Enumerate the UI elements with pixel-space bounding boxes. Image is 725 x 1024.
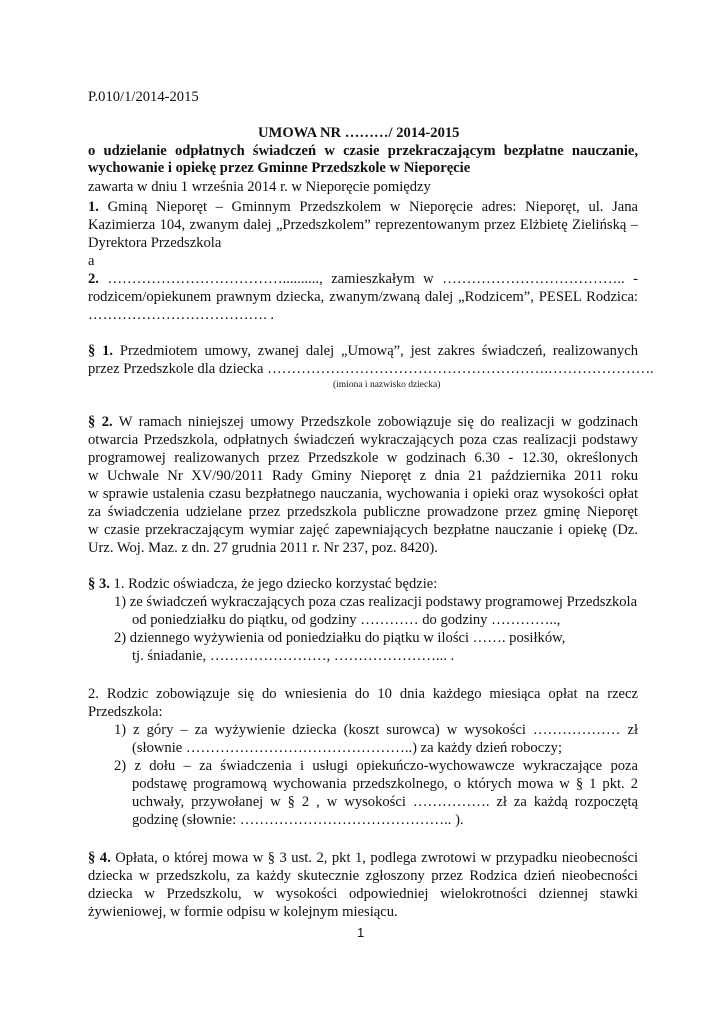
section3-line [88, 576, 437, 593]
party1-number: 1. [88, 199, 99, 215]
party1-line: Kazimierza 104, zwanym dalej „Przedszkolem” reprezentowanym przez Elżbietę Zielińską – [88, 217, 638, 233]
section3-item: 1) ze świadczeń wykraczających poza czas realizacji podstawy programowej Przedszkola [114, 594, 638, 610]
section3-p2-item: 2) z dołu – za świadczenia i usługi opiekuńczo-wychowawcze wykraczające poza [114, 758, 638, 774]
section3-p2-item: (słownie ………………………………………..) za każdy dzień roboczy; [132, 740, 563, 756]
section1-line: przez Przedszkole dla dziecka ………………………………………………….…………………. [88, 361, 654, 377]
section3-p2-item: godzinę (słownie: …………………………………….. ). [132, 812, 464, 828]
document-reference: P.010/1/2014-2015 [88, 89, 199, 105]
section4-label: § 4. [88, 850, 111, 866]
section1-text: Przedmiotem umowy, zwanej dalej „Umową”, jest zakres świadczeń, realizowanych [119, 343, 638, 359]
section3-p2-line: 2. Rodzic zobowiązuje się do wniesienia do 10 dnia każdego miesiąca opłat na rzecz [88, 686, 638, 702]
party1-line: Dyrektora Przedszkola [88, 235, 222, 251]
party2-text: ……………………………….........., zamieszkałym w ……………………………….. - [107, 271, 638, 287]
section2-text: W ramach niniejszej umowy Przedszkole zobowiązuje się do realizacji w godzinach [118, 414, 638, 430]
section4-line: żywieniowej, w formie odpisu w kolejnym miesiącu. [88, 904, 398, 920]
party2-line [88, 271, 638, 288]
section3-label: § 3. [88, 576, 110, 592]
section4-text: Opłata, o której mowa w § 3 ust. 2, pkt 1, podlega zwrotowi w przypadku nieobecności [115, 850, 638, 866]
section2-line: w sprawie ustalenia czasu bezpłatnego nauczania, wychowania i opieki oraz wysokości opłat [88, 486, 638, 502]
section2-label: § 2. [88, 414, 113, 430]
contract-subtitle-line: wychowanie i opiekę przez Gminne Przedszkole w Nieporęcie [88, 160, 471, 176]
section3-text: 1. Rodzic oświadcza, że jego dziecko korzystać będzie: [113, 576, 438, 592]
contract-subtitle-line: o udzielanie odpłatnych świadczeń w czasie przekraczającym bezpłatne nauczanie, [88, 143, 638, 159]
section2-line: Urz. Woj. Maz. z dn. 27 grudnia 2011 r. Nr 237, poz. 8420). [88, 540, 438, 556]
and-word: a [88, 253, 95, 269]
section3-item: 2) dziennego wyżywienia od poniedziałku do piątku w ilości ……. posiłków, [114, 630, 566, 646]
section2-line [88, 414, 638, 431]
contract-intro: zawarta w dniu 1 września 2014 r. w Nieporęcie pomiędzy [88, 179, 431, 195]
party1-line [88, 199, 638, 216]
party2-number: 2. [88, 271, 99, 287]
section3-item: tj. śniadanie, ……………………, …………………... . [132, 648, 455, 664]
section2-line: programowej realizowanych przez Przedszkole w godzinach 6.30 - 12.30, określonych [88, 450, 638, 466]
contract-title: UMOWA NR ………/ 2014-2015 [258, 125, 460, 141]
section4-line: dziecka w przedszkolu, za każdy skutecznie zgłoszony przez Rodzica dzień nieobecności [88, 868, 638, 884]
section3-p2-item: podstawę programową wychowania przedszkolnego, o których mowa w § 1 pkt. 2 [132, 776, 638, 792]
party2-line: rodzicem/opiekunem prawnym dziecka, zwanym/zwaną dalej „Rodzicem”, PESEL Rodzica: [88, 289, 638, 305]
section2-line: otwarcia Przedszkola, odpłatnych świadczeń wykraczających poza czas realizacji podstawy [88, 432, 638, 448]
page-number: 1 [357, 925, 365, 940]
section1-label: § 1. [88, 343, 114, 359]
section3-p2-item: uchwały, przywołanej w § 2 , w wysokości ……………. zł za każdą rozpoczętą [132, 794, 638, 810]
section3-p2-line: Przedszkola: [88, 704, 163, 720]
section3-item: od poniedziałku do piątku, od godziny ………… do godziny ………….., [132, 612, 561, 628]
section4-line: dziecka w Przedszkolu, w wysokości odpowiedniej wielokrotności dziennej stawki [88, 886, 638, 902]
section2-line: w czasie przekraczającym wymiar zajęć zapewniających bezpłatne nauczanie i opiekę (Dz. [88, 522, 638, 538]
section2-line: w Uchwale Nr XV/90/2011 Rady Gminy Nieporęt z dnia 21 października 2011 roku [88, 468, 638, 484]
section4-line [88, 850, 638, 867]
child-name-caption: (imiona i nazwisko dziecka) [333, 380, 441, 390]
party2-line: ………………………………. . [88, 307, 275, 323]
section3-p2-item: 1) z góry – za wyżywienie dziecka (koszt surowca) w wysokości ……………… zł [114, 722, 638, 738]
party1-text: Gminą Nieporęt – Gminnym Przedszkolem w Nieporęcie adres: Nieporęt, ul. Jana [107, 199, 639, 215]
section1-line [88, 343, 638, 360]
section2-line: za świadczenia udzielane przez przedszkola publiczne prowadzone przez gminę Nieporęt [88, 504, 638, 520]
